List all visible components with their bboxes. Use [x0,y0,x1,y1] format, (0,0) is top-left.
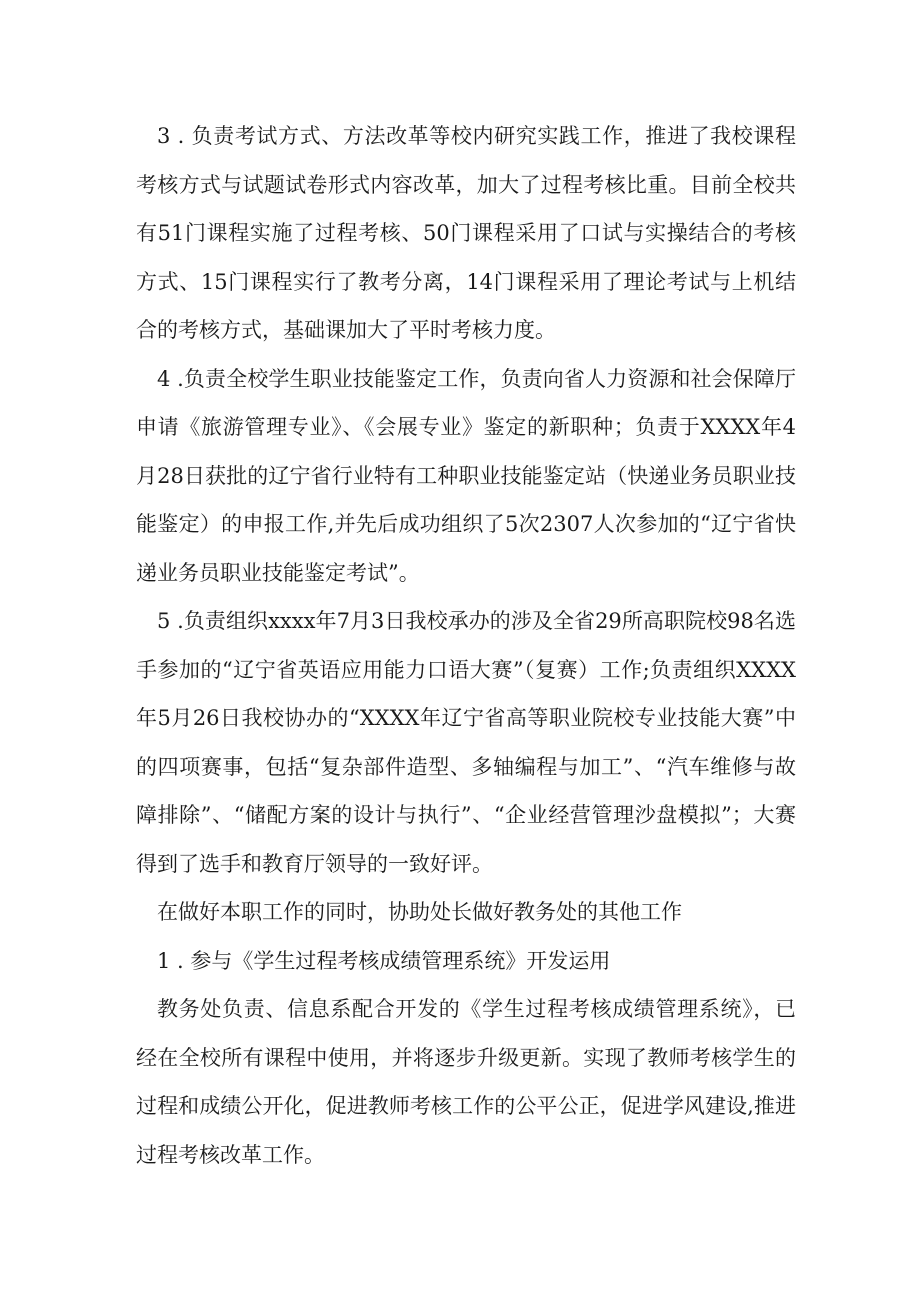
paragraph-item-3: 3 . 负责考试方式、方法改革等校内研究实践工作，推进了我校课程考核方式与试题试卷形式内容改革，加大了过程考核比重。目前全校共有51门课程实施了过程考核、50门课程采用了口试与实操结合的考核方式、15门课程实行了教考分离，14门课程采用了理论考试与上机结合的考核方式，基础课加大了平时考核力度。 [136,124,796,342]
paragraph-item-4: 4 .负责全校学生职业技能鉴定工作，负责向省人力资源和社会保障厅申请《旅游管理专业》、《会展专业》鉴定的新职种；负责于XXXX年4月28日获批的辽宁省行业特有工种职业技能鉴定站（快递业务员职业技能鉴定）的申报工作,并先后成功组织了5次2307人次参加的“辽宁省快递业务员职业技能鉴定考试”。 [136,366,796,585]
paragraph-intro: 在做好本职工作的同时，协助处长做好教务处的其他工作 [157,900,682,924]
paragraph-item-1-body: 教务处负责、信息系配合开发的《学生过程考核成绩管理系统》，已经在全校所有课程中使用，并将逐步升级更新。实现了教师考核学生的过程和成绩公开化，促进教师考核工作的公平公正，促进学风建设,推进过程考核改革工作。 [136,997,796,1167]
paragraph-item-1-title: 1 . 参与《学生过程考核成绩管理系统》开发运用 [157,948,611,973]
document-body [136,112,796,1179]
paragraph-item-5: 5 .负责组织xxxx年7月3日我校承办的涉及全省29所高职院校98名选手参加的“辽宁省英语应用能力口语大赛”（复赛）工作;负责组织XXXX年5月26日我校协办的“XXXX年辽宁省高等职业院校专业技能大赛”中的四项赛事，包括“复杂部件造型、多轴编程与加工”、“汽车维修与故障排除”、“储配方案的设计与执行”、“企业经营管理沙盘模拟”；大赛得到了选手和教育厅领导的一致好评。 [136,609,796,876]
